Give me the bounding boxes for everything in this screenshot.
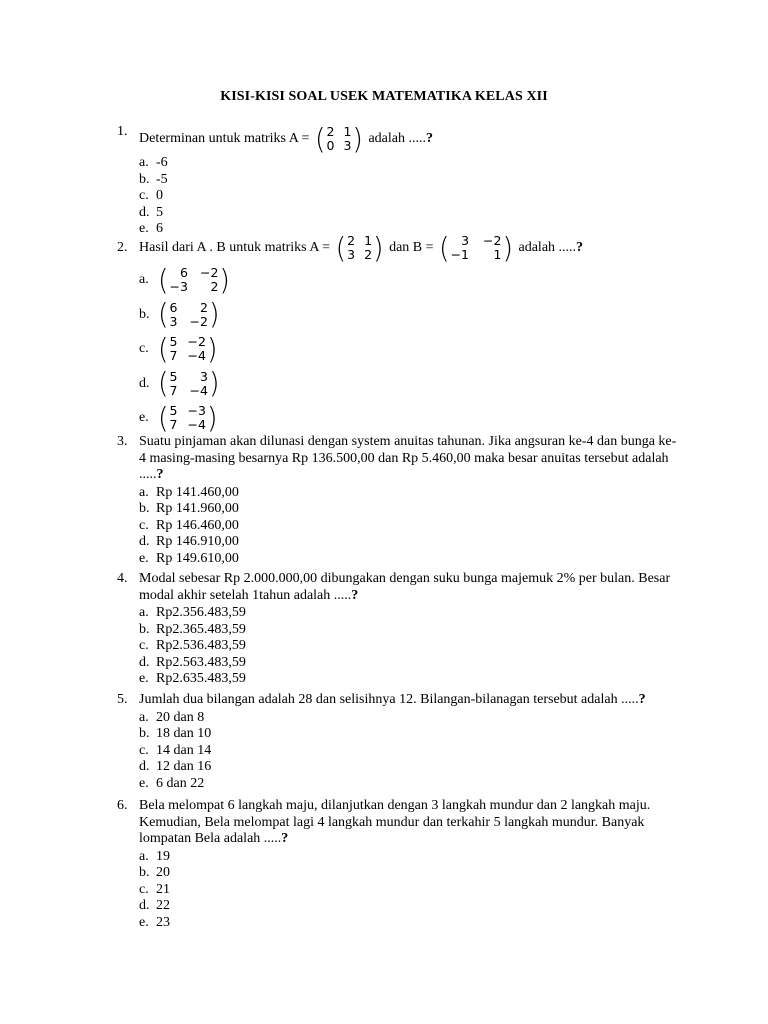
question-number: 1. (117, 124, 128, 139)
document-title: KISI-KISI SOAL USEK MATEMATIKA KELAS XII (220, 89, 548, 104)
matrix-a: ( 2 1 0 3 ) (314, 122, 363, 156)
option-a[interactable]: a. -6 (139, 155, 168, 170)
option-e[interactable]: e. 23 (139, 914, 170, 930)
option-d[interactable]: d. Rp 146.910,00 (139, 534, 239, 549)
question-number: 4. (117, 571, 128, 586)
option-d[interactable]: d. 12 dan 16 (139, 759, 212, 774)
question-number: 5. (117, 692, 128, 707)
option-d[interactable]: d. ( 5 3 7 −4 ) (139, 367, 220, 401)
question-4 (117, 571, 677, 688)
option-e[interactable]: e. Rp 149.610,00 (139, 550, 239, 566)
options-list (139, 849, 697, 932)
option-a[interactable]: a. ( 6 −2 −3 2 ) (139, 263, 230, 297)
option-matrix: ( 5 3 7 −4 ) (158, 367, 220, 401)
question-number: 2. (117, 240, 128, 255)
option-b[interactable]: b. 18 dan 10 (139, 726, 212, 741)
option-c[interactable]: c. 0 (139, 188, 163, 203)
option-e[interactable]: e. Rp2.635.483,59 (139, 671, 246, 686)
question-number: 3. (117, 434, 128, 449)
option-e[interactable]: e. 6 (139, 221, 163, 236)
question-text: Suatu pinjaman akan dilunasi dengan system anuitas tahunan. Jika angsuran ke-4 dan bunga ke-4 masing-masing besarnya Rp 136.500,00 dan Rp 5.460,00 maka besar anuitas tersebut adalah .....? (139, 434, 677, 482)
question-3 (117, 434, 677, 567)
option-c[interactable]: c. Rp2.536.483,59 (139, 638, 246, 653)
question-text: Hasil dari A . B untuk matriks A = ( 2 1 3 2 ) dan B = ( 3 −2 −1 1 ) adalah ..... ? (139, 231, 584, 265)
options-list (139, 605, 677, 688)
question-number: 6. (117, 798, 128, 813)
question-text: Jumlah dua bilangan adalah 28 dan selisihnya 12. Bilangan-bilanagan tersebut adalah .....? (139, 692, 646, 707)
option-a[interactable]: a. Rp 141.460,00 (139, 484, 239, 500)
option-matrix: ( 6 2 3 −2 ) (158, 298, 220, 332)
option-a[interactable]: a. Rp2.356.483,59 (139, 605, 246, 620)
option-e[interactable]: e. 6 dan 22 (139, 775, 205, 791)
option-d[interactable]: d. Rp2.563.483,59 (139, 654, 246, 670)
option-c[interactable]: c. 21 (139, 881, 170, 897)
question-2 (117, 233, 677, 436)
options-list (139, 485, 677, 568)
option-b[interactable]: b. ( 6 2 3 −2 ) (139, 298, 220, 332)
matrix-b: ( 3 −2 −1 1 ) (439, 231, 513, 265)
option-d[interactable]: d. 22 (139, 898, 170, 913)
option-e[interactable]: e. ( 5 −3 7 −4 ) (139, 401, 218, 435)
options-list (139, 155, 677, 238)
option-matrix: ( 5 −2 7 −4 ) (158, 332, 218, 366)
option-b[interactable]: b. -5 (139, 171, 168, 187)
options-list (139, 263, 677, 436)
option-b[interactable]: b. Rp2.365.483,59 (139, 621, 246, 637)
question-6 (117, 798, 697, 931)
option-a[interactable]: a. 19 (139, 848, 170, 864)
matrix-a: ( 2 1 3 2 ) (335, 231, 384, 265)
option-c[interactable]: c. ( 5 −2 7 −4 ) (139, 332, 218, 366)
question-text: Modal sebesar Rp 2.000.000,00 dibungakan dengan suku bunga majemuk 2% per bulan. Besar modal akhir setelah 1tahun adalah .....? (139, 571, 671, 603)
question-1 (117, 124, 677, 238)
question-text: Bela melompat 6 langkah maju, dilanjutkan dengan 3 langkah mundur dan 2 langkah maju. Kemudian, Bela melompat lagi 4 langkah mundur dan terkahir 5 langkah mundur. Banyak lompatan Bela adalah .....? (139, 798, 651, 846)
option-matrix: ( 6 −2 −3 2 ) (158, 263, 230, 297)
option-c[interactable]: c. 14 dan 14 (139, 742, 212, 758)
question-text: Determinan untuk matriks A = ( 2 1 0 3 ) adalah ..... ? (139, 122, 433, 156)
question-5 (117, 692, 697, 792)
option-matrix: ( 5 −3 7 −4 ) (158, 401, 218, 435)
options-list (139, 710, 697, 793)
option-b[interactable]: b. 20 (139, 865, 170, 880)
option-b[interactable]: b. Rp 141.960,00 (139, 501, 239, 516)
option-a[interactable]: a. 20 dan 8 (139, 709, 205, 725)
option-d[interactable]: d. 5 (139, 204, 163, 220)
option-c[interactable]: c. Rp 146.460,00 (139, 517, 239, 533)
